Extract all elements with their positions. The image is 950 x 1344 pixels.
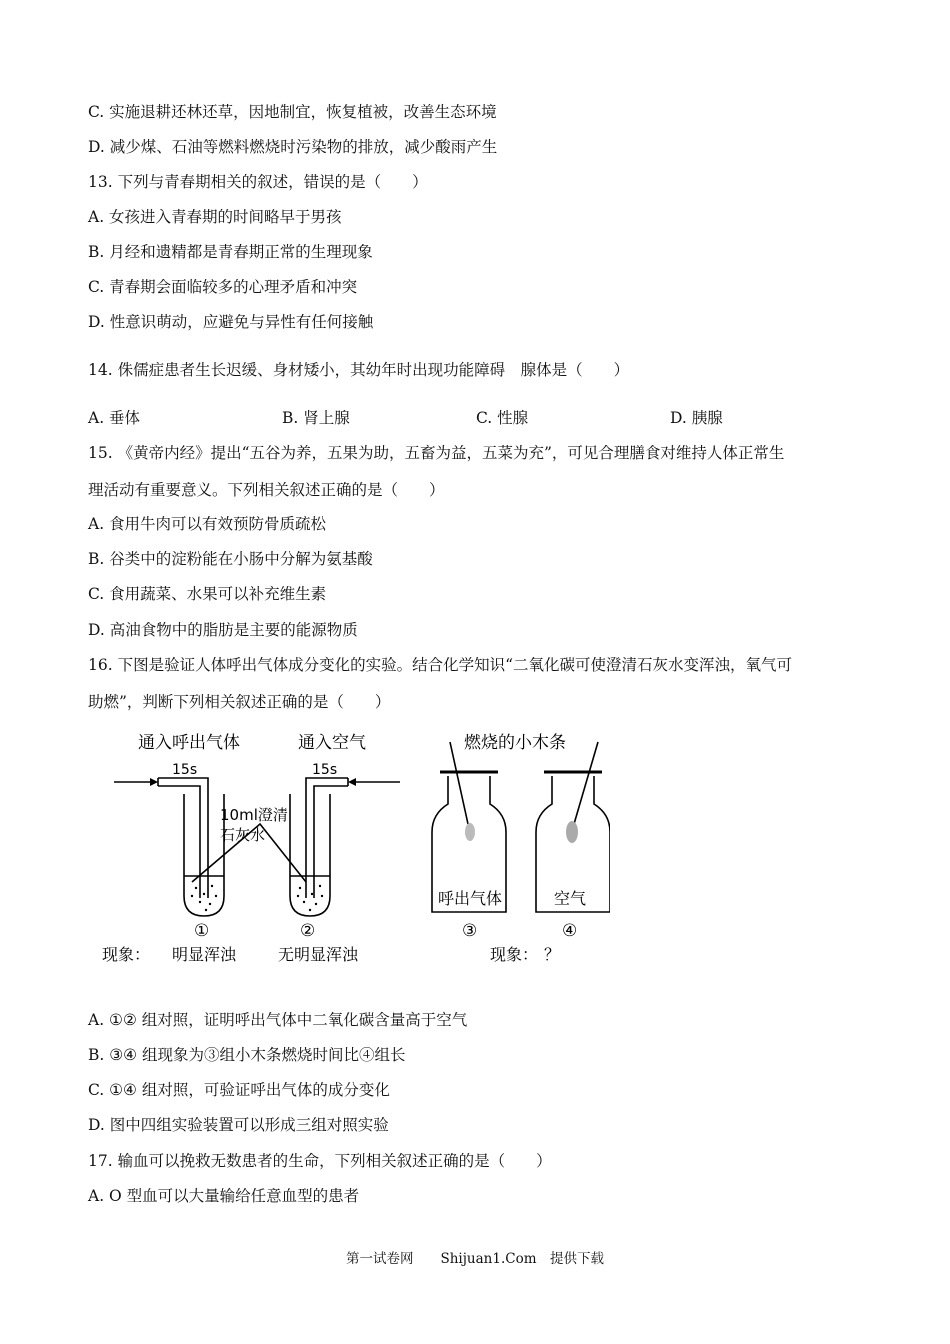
option-16b: B. ③④ 组现象为③组小木条燃烧时间比④组长 — [88, 1046, 406, 1064]
question-13: 13. 下列与青春期相关的叙述，错误的是（ ） — [88, 173, 428, 191]
option-13c: C. 青春期会面临较多的心理矛盾和冲突 — [88, 278, 358, 296]
result-1: 明显浑浊 — [172, 945, 237, 964]
breath-experiment-figure — [100, 728, 610, 972]
label-burning-stick: 燃烧的小木条 — [464, 733, 566, 753]
label-exhaled-in: 通入呼出气体 — [138, 733, 240, 753]
question-16-line2: 助燃”，判断下列相关叙述正确的是（ ） — [88, 693, 391, 711]
question-15-line2: 理活动有重要意义。下列相关叙述正确的是（ ） — [88, 481, 445, 499]
option-13a: A. 女孩进入青春期的时间略早于男孩 — [88, 208, 342, 226]
test-tube-2 — [290, 794, 330, 916]
time-label-1: 15s — [172, 762, 198, 778]
result-unknown: ？ — [544, 945, 561, 964]
line-12c: C. 实施退耕还林还草，因地制宜，恢复植被，改善生态环境 — [88, 103, 497, 121]
number-3: ③ — [462, 921, 478, 941]
phenomenon-label-1: 现象： — [102, 945, 151, 964]
test-tube-1 — [184, 794, 224, 916]
line-12d: D. 减少煤、石油等燃料燃烧时污染物的排放，减少酸雨产生 — [88, 138, 498, 156]
page-footer: 第一试卷网 Shijuan1.Com 提供下载 — [345, 1251, 605, 1267]
option-15c: C. 食用蔬菜、水果可以补充维生素 — [88, 585, 327, 603]
option-14c: C. 性腺 — [476, 409, 529, 427]
option-17a: A. O 型血可以大量输给任意血型的患者 — [88, 1187, 360, 1205]
number-4: ④ — [562, 921, 578, 941]
option-15d: D. 高油食物中的脂肪是主要的能源物质 — [88, 621, 358, 639]
option-14a: A. 垂体 — [88, 409, 141, 427]
option-14d: D. 胰腺 — [670, 409, 723, 427]
pipe-2-outer — [306, 778, 348, 898]
limewater-label-line2: 石灰水 — [220, 826, 266, 844]
phenomenon-label-2: 现象： — [490, 945, 539, 964]
question-14: 14. 侏儒症患者生长迟缓、身材矮小，其幼年时出现功能障碍 腺体是（ ） — [88, 361, 630, 379]
option-16a: A. ①② 组对照，证明呼出气体中二氧化碳含量高于空气 — [88, 1011, 468, 1029]
option-14b: B. 肾上腺 — [282, 409, 350, 427]
number-1: ① — [194, 921, 210, 941]
option-16d: D. 图中四组实验装置可以形成三组对照实验 — [88, 1116, 389, 1134]
question-15-line1: 15. 《黄帝内经》提出“五谷为养，五果为助，五畜为益，五菜为充”，可见合理膳食对维持人体正常生 — [88, 444, 785, 462]
option-15a: A. 食用牛肉可以有效预防骨质疏松 — [88, 515, 327, 533]
number-2: ② — [300, 921, 316, 941]
label-air-in: 通入空气 — [298, 733, 366, 753]
flame-4 — [566, 821, 578, 843]
option-13d: D. 性意识萌动，应避免与异性有任何接触 — [88, 313, 374, 331]
pipe-2-inner — [314, 786, 348, 898]
bottle-4-label: 空气 — [554, 889, 587, 908]
flame-3 — [465, 823, 475, 841]
option-13b: B. 月经和遗精都是青春期正常的生理现象 — [88, 243, 373, 261]
time-label-2: 15s — [312, 762, 338, 778]
option-15b: B. 谷类中的淀粉能在小肠中分解为氨基酸 — [88, 550, 373, 568]
question-17: 17. 输血可以挽救无数患者的生命，下列相关叙述正确的是（ ） — [88, 1152, 552, 1170]
bottle-3-label: 呼出气体 — [438, 889, 503, 908]
question-16-line1: 16. 下图是验证人体呼出气体成分变化的实验。结合化学知识“二氧化碳可使澄清石灰水变浑浊，氧气可 — [88, 656, 793, 674]
wood-stick-3 — [450, 742, 468, 824]
limewater-label-line1: 10ml澄清 — [220, 806, 288, 824]
result-2: 无明显浑浊 — [278, 945, 359, 964]
option-16c: C. ①④ 组对照，可验证呼出气体的成分变化 — [88, 1081, 390, 1099]
